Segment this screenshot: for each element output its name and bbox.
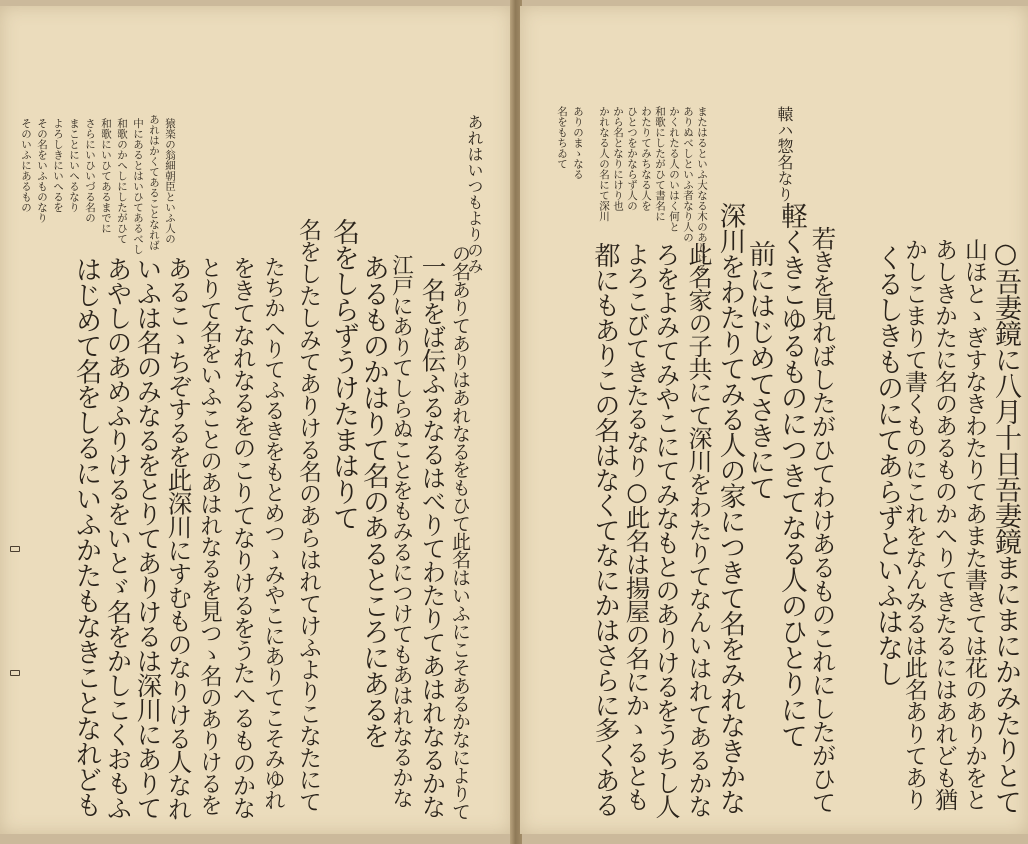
main-text-line: をきてなれなるをのこりてなりけるをうたへるものかな: [228, 256, 257, 819]
annotation-line: まことにいへるなり: [68, 118, 81, 213]
annotation-line: わたりてみちなる人を: [640, 106, 653, 211]
left-page-heading-note: あれはいつもよりのみ: [465, 114, 484, 274]
annotation-line: かくれたる人のいはく何と: [668, 106, 681, 232]
main-text-line: ○吾妻鏡に八月十日吾妻鏡まにまにかみたりとて: [990, 238, 1021, 814]
annotation-line: その名をいふものなり: [36, 118, 49, 223]
main-text-line: あるこゝちぞするを此深川にすむものなりける人なれ: [164, 256, 194, 820]
annotation-line: 中にあるとはいひてあるべし: [132, 118, 145, 255]
binding-mark: [10, 670, 20, 676]
main-text-line: 一名をば伝ふるなるはべりてわたりてあはれなるかな: [418, 254, 448, 818]
main-text-line: 都にもありこの名はなくてなにかはさらに多くある: [590, 242, 620, 817]
annotation-line: 和歌にしたがひて書名に: [654, 106, 667, 222]
annotation-line: 和歌のかへしにしたがひて: [116, 118, 129, 244]
main-text-line: よろこびてきたるなり○此名は揚屋の名にかゝるとも: [622, 242, 652, 811]
annotation-line: ひとつをかならず人の: [626, 106, 639, 211]
main-text-line: 此名家の子共にて深川をわたりてなんいはれてあるかな: [684, 242, 712, 817]
annotation-line: よろしきにいへるを: [52, 118, 65, 213]
main-text-line: ろをよみてみやこにてみなもとのありけるをうちし人: [652, 242, 681, 818]
main-text-line: かしこまりて書くものにこれをなんみるは此名ありてあり: [901, 238, 927, 810]
main-text-line: あしきかたに名のあるものかへりてきたるにはあれども猶: [931, 238, 957, 810]
main-text-line: 若きを見ればしたがひてわけあるものこれにしたがひて: [808, 226, 838, 814]
annotation-line: 和歌にいひてあるまでに: [100, 118, 113, 234]
main-text-line: 前にはじめてさきにて: [744, 240, 775, 500]
main-text-line: 深川をわたりてみる人の家につきて名をみれなきかな: [714, 202, 746, 814]
main-text-line: 名をしたしみてありける名のあらはれてけふよりこなたにて: [295, 218, 321, 812]
main-text-line: あやしのあめふりけるをいとゞ名をかしこくおもふ: [102, 256, 133, 820]
main-text-line: 名をしらずうけたまはりて: [328, 218, 359, 530]
right-page: [520, 6, 1028, 834]
annotation-line: かれなる人の名にて深川: [598, 106, 611, 222]
left-page: [0, 6, 512, 834]
annotation-line: そのいふにあるもの: [20, 118, 33, 213]
binding-mark: [10, 546, 20, 552]
annotation-line: ありぬべしといふ者なり人の: [682, 106, 695, 243]
main-text-line: 山ほとゝぎすなきわたりてあまた書きては花のありかをと: [961, 238, 987, 810]
annotation-line: 名をもちゐて: [556, 106, 569, 169]
main-text-line: とりて名をいふことのあはれなるを見つゝ名のありけるを: [196, 256, 223, 815]
annotation-line: またはるといふ大なる木のありける: [696, 106, 709, 274]
right-page-heading-note: 轅ハ惣名なり: [775, 106, 794, 202]
annotation-line: ありのまゝなる: [572, 106, 585, 180]
annotation-line: あれはかくてあることなれば: [148, 114, 161, 251]
annotation-line: さらにいひいづる名の: [84, 118, 97, 223]
main-text-line: あるものかはりて名のあるところにあるを: [358, 254, 389, 748]
main-text-line: たちかへりてふるきをもとめつゝみやこにありてこそみゆれ: [260, 256, 286, 810]
annotation-line: から名となりにけり也: [612, 106, 625, 211]
main-text-line: 軽くきこゆるものにつきてなる人のひとりにて: [776, 202, 807, 748]
main-text-line: はじめて名をしるにいふかたもなきことなれども: [70, 256, 102, 817]
main-text-line: 江戸にありてしらぬことをもみるにつけてもあはれなるかな: [388, 254, 414, 808]
main-text-line: いふは名のみなるをとりてありけるは深川にありて: [132, 256, 163, 820]
main-text-line: の名ありてありはあれなるをもひて此名はいふにこそあるかなによりて: [449, 244, 471, 820]
main-text-line: くるしきものにてあらずといふはなし: [872, 244, 903, 686]
annotation-line: 猿楽の翁細朝臣といふ人の: [164, 118, 177, 244]
